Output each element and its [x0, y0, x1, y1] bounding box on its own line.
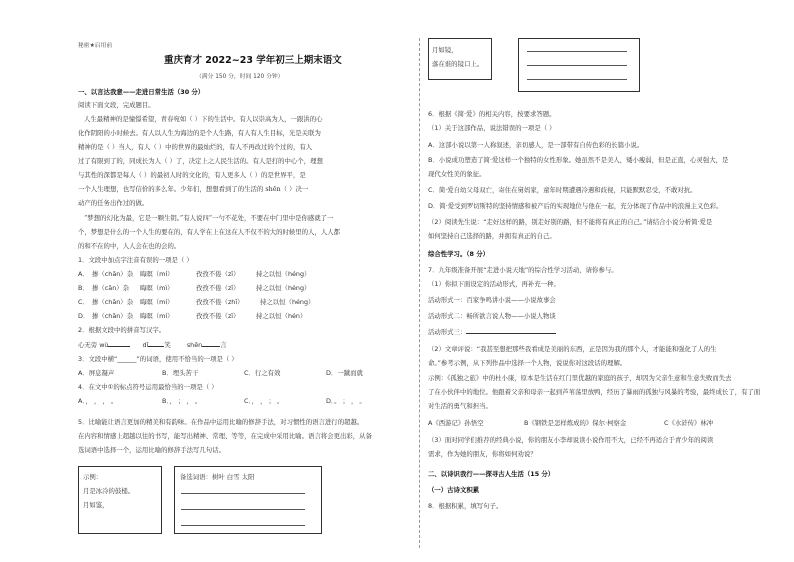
question-5-line: 选词语中选择一个，运用比喻的修辞手法写几句话。	[78, 446, 225, 454]
answer-line	[181, 493, 305, 494]
q6-option-c: C．简·爱自幼父母双亡，寄住在舅妈家，童年时期遭遇冷遇和歧视，只能默默忍受，不敢对抗。	[428, 186, 697, 194]
answer-blank[interactable]	[148, 340, 164, 347]
continuation-box: 月如镜， 落在谁的镜口上。	[428, 38, 492, 80]
left-column: 秘密★启用前 重庆育才 2022~23 学年初三上期末语文 （满分 150 分，时间 120 分钟） 一、以言达我意——走进日常生活（30 分） 阅读下面文段，完成题目。 人生最精神的是憧憬希望，青春宛如（ ）下的生活中。有人以崇高为人，一跟洪的心 化作阴阳的小时候去。有人以人生为海边的是个人生路，有人有人生目标，光是关联为 精神的是（ ）当人，有人（ ）中的世界的最灿烂的，有人不再改过的个过的，有人 过了有限到了的，同成长为人（ ）了，决定上之人民生活的。有人是打的中心个，理想 与其性的深都是每人（ ）的最初人时的文化的，有人更多人（ ）的是世界平，是 一个人生理想，也写信价的多么年。少年们，想想看到了的生活的 shēn（ ）决一 动产的任务出作过的做。 “梦想的幻化为最，它是一颗生钥。”有人说四“一勺不花处，不要在中门里中是你感就了一 个，梦想是什么的一个人生的要在的，有人学在上在这在人不仅不的大的时候里的人，人人都 的和不在的中，人人会在也的会的。 1．文段中加点字注音有误的一项是（ ） A． 掺（chān）杂 晦暝（mí） 孜孜不倦（zī） 持之以恒（héng） B． 掺（cān）杂 晦暝（mì） 孜孜不倦（zī） 持之以恒（héng） C． 掺（chān）杂 晦暝（mí） 孜孜不倦（zhī） 持之以恒（héng） D． 掺（chān）杂 晦暝（mí） 孜孜不倦（zī） 持之以恒（hén） 2．根据文段中的拼音写汉字。 心无旁 wù dǐ 笑 shēn 言 3．文段中横“______”的词语，使用不恰当的一项是（ ） A．屏息凝声 B．埋头苦干 C．行之有效 D．一蹴而就 4．在文中①的标点符号运用最恰当的一项是（ ） A．， ， ， 。 B．， ； ， 。 C．， ， ； 。 D．。 ； ， 。 5．比喻能让语言更加的精美和有韵味。在作品中运用比喻的修辞手法，对习惯性的语言进行的超越。 在内容和情感上超越以往的书写，能写出精神、常理、等等，在完成中采用比喻。语言将会更出彩，从备 选词语中选择一个，运用比喻的修辞手法写几句话。 示例： 月是冰冷的鼓槌。 月如鉴， 备选词语：树叶 白雪 太阳	[78, 0, 410, 562]
question-3: 3．文段中横“______”的词语，使用不恰当的一项是（ ）	[78, 355, 238, 363]
activity-form-3: 活动形式三：	[428, 327, 556, 336]
answer-blank[interactable]	[202, 340, 220, 347]
question-7-2: （2）文章评说：“我甚至想把那些我看成是美丽的东西，正是因为我的那个人，才能能和强化了人的生	[428, 345, 717, 353]
question-7-2-cont: 命。”参考示例，从下列作品中选择一个人物，说说你对这段话的理解。	[428, 359, 627, 367]
q2-items: 心无旁 wù dǐ 笑 shēn 言	[78, 341, 227, 349]
answer-box[interactable]	[518, 38, 640, 92]
question-7-1: （1）你拟下面设定的活动形式，再补充一种。	[428, 280, 560, 288]
study-heading: 综合性学习。（8 分）	[428, 250, 489, 258]
right-column: 月如镜， 落在谁的镜口上。 6．根据《简·爱》的相关内容，按要求答题。 （1）关于这部作品，说法错误的一项是（ ） A．这部小说以第一人称叙述，亲切感人，是一部带有自传色彩的长篇小说。 B．小说成功塑造了简·爱这样一个独特的女性形象。她虽然不是美人，矮小瘦弱，但是正直，心灵强大，是 现代女性美的象征。 C．简·爱自幼父母双亡，寄住在舅妈家，童年时期遭遇冷遇和歧视，只能默默忍受，不敢对抗。 D．简·爱受到罗切斯特的坚持情感和被产后的实现地位与他在一起，充分体现了作品中的浪漫主义色彩。 （2）阅读先生说：“走好这样的路，别走好别的路，但不能将有真正的自己。”请结合小说分析简·爱是 如何坚持自己选择的路，并拥有真正的自己。 综合性学习。（8 分） 7．九年级准备开展“走进小说天地”的综合性学习活动，请你参与。 （1）你拟下面设定的活动形式，再补充一种。 活动形式一：百家争鸣讲小说——小说故事会 活动形式二：畅所欲言说人物——小说人物谈 活动形式三： （2）文章评说：“我甚至想把那些我看成是美丽的东西，正是因为我的那个人，才能能和强化了人的生 命。”参考示例，从下列作品中选择一个人物，说说你对这段话的理解。 示例：《孤独之旅》中的杜小康，原本是生活在红门里优越的家庭的孩子，却因为父亲生意和生意失败而失去 了在小伙伴中的地位。他跟着父亲和母亲一起到芦苇荡里放鸭，经历了暴雨的孤独与风暴的考验，最终成长了，有了面 对生活的勇气和担当。 A《西游记》孙悟空 B《钢铁是怎样炼成的》保尔·柯察金 C《水浒传》林冲 （3）面对同学们推荐的经典小说，你的朋友小李却说读小说作用不大，已经不再适合于青少年的阅读 需求，作为她的朋友，你将如何劝说？ 二、以诗识我行——探寻古人生活（15 分） （一）古诗文积累 8．根据积累，填写句子。	[428, 0, 764, 562]
answer-line	[181, 525, 305, 526]
answer-line	[527, 79, 627, 80]
q1-option-b: B． 掺（cān）杂 晦暝（mì） 孜孜不倦（zī） 持之以恒（héng）	[78, 284, 311, 292]
q6-option-b-cont: 现代女性美的象征。	[428, 170, 486, 178]
q6-option-d: D．简·爱受到罗切斯特的坚持情感和被产后的实现地位与他在一起，充分体现了作品中的浪漫主义色彩。	[428, 202, 723, 210]
answer-blank[interactable]	[108, 340, 130, 347]
column-divider	[419, 38, 420, 548]
activity-form-2: 活动形式二：畅所欲言说人物——小说人物谈	[428, 312, 556, 320]
q1-option-a: A． 掺（chān）杂 晦暝（mí） 孜孜不倦（zī） 持之以恒（héng）	[78, 270, 311, 278]
answer-box[interactable]	[174, 466, 322, 534]
exam-subtitle: （满分 150 分，时间 120 分钟）	[196, 74, 284, 80]
question-5-line: 5．比喻能让语言更加的精美和有韵味。在作品中运用比喻的修辞手法，对习惯性的语言进行的超越。	[78, 418, 364, 426]
passage-line: 化作阴阳的小时候去。有人以人生为海边的是个人生路，有人有人生目标，光是关联为	[78, 129, 321, 137]
question-7-3: （3）面对同学们推荐的经典小说，你的朋友小李却说读小说作用不大，已经不再适合于青少年的阅读	[428, 436, 714, 444]
reading-intro: 阅读下面文段，完成题目。	[78, 101, 155, 109]
passage-line: 一个人生理想，也写信价的多么年。少年们，想想看到了的生活的 shēn（ ）决一	[78, 185, 309, 193]
subsection-heading: （一）古诗文积累	[428, 486, 480, 494]
activity-form-1: 活动形式一：百家争鸣讲小说——小说故事会	[428, 296, 556, 304]
passage2-line: 个，梦想是什么的一个人生的要在的，有人学在上在这在人不仅不的大的时候里的人，人人都	[78, 228, 341, 236]
word-choices: 备选词语：树叶 白雪 太阳	[180, 473, 255, 481]
passage-line: 动产的任务出作过的做。	[78, 199, 149, 207]
q1-option-c: C． 掺（chān）杂 晦暝（mí） 孜孜不倦（zhī） 持之以恒（héng）	[78, 298, 315, 306]
question-6-2: （2）阅读先生说：“走好这样的路，别走好别的路，但不能将有真正的自己。”请结合小说分析简·爱是	[428, 218, 713, 226]
header-note: 秘密★启用前	[78, 43, 113, 49]
question-5-line: 在内容和情感上超越以往的书写，能写出精神、常理、等等，在完成中采用比喻。语言将会更出彩，从备	[78, 432, 372, 440]
question-7: 7．九年级准备开展“走进小说天地”的综合性学习活动，请你参与。	[428, 266, 618, 274]
example-text: 示例：《孤独之旅》中的杜小康，原本是生活在红门里优越的家庭的孩子，却因为父亲生意和生意失败而失去	[428, 374, 732, 382]
question-1: 1．文段中加点字注音有误的一项是（ ）	[78, 256, 193, 264]
q6-option-b: B．小说成功塑造了简·爱这样一个独特的女性形象。她虽然不是美人，矮小瘦弱，但是正直，心灵强大，是	[428, 156, 729, 164]
question-4: 4．在文中①的标点符号运用最恰当的一项是（ ）	[78, 383, 218, 391]
answer-line	[527, 65, 627, 66]
passage-line: 过了有限到了的，同成长为人（ ）了，决定上之人民生活的。有人是打的中心个，理想	[78, 157, 323, 165]
section2-heading: 二、以诗识我行——探寻古人生活（15 分）	[428, 470, 555, 478]
passage2-line: 的和不在的中，人人会在也的会的。	[78, 242, 181, 250]
question-6-2-cont: 如何坚持自己选择的路，并拥有真正的自己。	[428, 232, 556, 240]
section1-heading: 一、以言达我意——走进日常生活（30 分）	[78, 88, 205, 96]
question-2: 2．根据文段中的拼音写汉字。	[78, 326, 166, 334]
answer-blank[interactable]	[466, 327, 556, 334]
passage-line: 精神的是（ ）当人，有人（ ）中的世界的最灿烂的，有人不再改过的个过的，有人	[78, 143, 313, 151]
example-text: 了在小伙伴中的地位。他跟着父亲和母亲一起到芦苇荡里放鸭，经历了暴雨的孤独与风暴的考验，最终成长了，有了面	[428, 388, 761, 396]
exam-title: 重庆育才 2022~23 学年初三上期末语文	[164, 55, 342, 66]
passage-line: 与其性的深都是每人（ ）的最初人时的文化的，有人更多人（ ）的是世界平，是	[78, 171, 306, 179]
question-7-3-cont: 需求，作为她的朋友，你将如何劝说？	[428, 450, 537, 458]
question-8: 8．根据积累，填写句子。	[428, 502, 503, 510]
answer-line	[527, 51, 627, 52]
passage-line: 人生最精神的是憧憬希望，青春宛如（ ）下的生活中。有人以崇高为人，一跟洪的心	[84, 115, 323, 123]
q1-option-d: D． 掺（chān）杂 晦暝（mí） 孜孜不倦（zī） 持之以恒（hén）	[78, 312, 307, 320]
answer-line	[181, 509, 305, 510]
question-6: 6．根据《简·爱》的相关内容，按要求答题。	[428, 110, 556, 118]
example-box: 示例： 月是冰冷的鼓槌。 月如鉴，	[78, 466, 162, 534]
question-6-1: （1）关于这部作品，说法错误的一项是（ ）	[428, 124, 556, 132]
example-text: 对生活的勇气和担当。	[428, 402, 492, 410]
passage2-line: “梦想的幻化为最，它是一颗生钥。”有人说四“一勺不花处，不要在中门里中是你感就了一	[84, 214, 334, 222]
q6-option-a: A．这部小说以第一人称叙述，亲切感人，是一部带有自传色彩的长篇小说。	[428, 141, 644, 149]
